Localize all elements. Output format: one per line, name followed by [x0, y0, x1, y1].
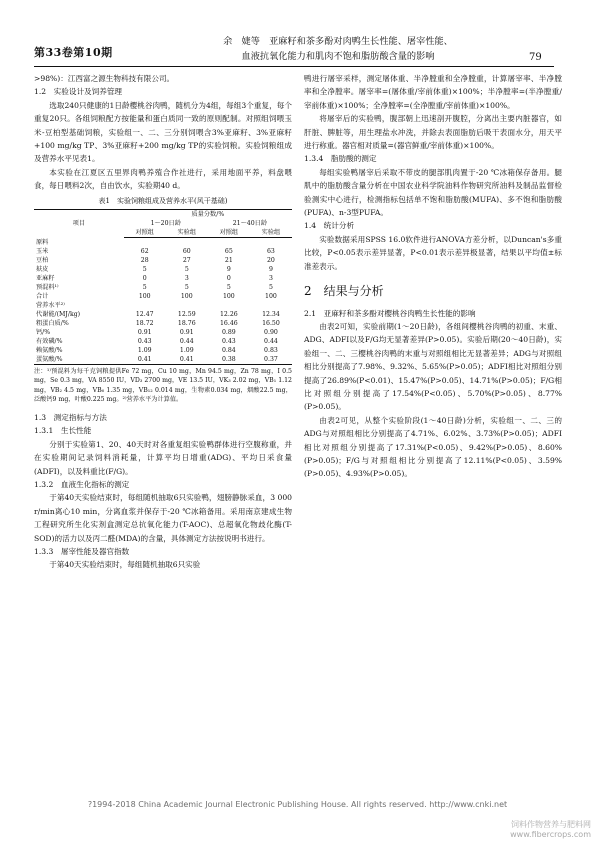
table-cell — [124, 238, 166, 247]
table-cell: 3 — [184, 274, 189, 282]
table-cell: 60 — [182, 247, 191, 255]
table-cell: 麸皮 — [36, 265, 49, 273]
table1-note: 注：¹⁾预混料为每千克饲粮提供Fe 72 mg，Cu 10 mg，Mn 94.5 mg，Zn 78 mg，I 0.5 mg，Se 0.3 mg，VA 8550 IU，VD₃ 2700 mg，VE 13.5 IU，VK₃ 2.02 mg，VB₁ 1.12 mg，VB₂ 4.5 mg，VB₆ 1.35 mg，VB₁₂ 0.014 mg，生物素0.034 mg，烟酸22.5 mg，泛酸钙9 mg，叶酸0.225 mg。²⁾营养水平为计算值。 — [34, 367, 292, 404]
table-row — [34, 310, 292, 319]
table-cell: 62 — [140, 247, 149, 255]
section-1-3-4-heading: 1.3.4 脂肪酸的测定 — [304, 154, 377, 164]
table-cell: 20 — [267, 256, 275, 264]
table-cell: 0.38 — [208, 355, 250, 365]
table-cell: 18.72 — [135, 319, 154, 327]
table-row — [34, 355, 292, 365]
table-cell: 有效磷/% — [36, 337, 63, 345]
table-row — [34, 283, 292, 292]
table-row — [34, 301, 292, 310]
table-cell: 粗蛋白质/% — [36, 319, 69, 327]
table-cell: 18.76 — [177, 319, 196, 327]
section-2-heading: 2 结果与分析 — [304, 284, 384, 299]
table-cell: 0.43 — [221, 337, 236, 345]
page-number: 79 — [529, 52, 542, 63]
table-cell — [208, 301, 250, 310]
table-cell: 预混料¹⁾ — [36, 283, 59, 291]
table-cell: 蛋氨酸/% — [34, 355, 124, 365]
table-cell: 5 — [226, 283, 231, 291]
table1-header-experiment: 实验组 — [166, 228, 208, 238]
header-rule — [34, 66, 554, 67]
table-cell: 100 — [265, 292, 277, 300]
table-cell — [166, 238, 208, 247]
table-cell: 100 — [222, 292, 235, 300]
table-cell: 豆柏 — [36, 256, 49, 264]
table-cell: 12.26 — [219, 310, 238, 318]
table1 — [34, 209, 292, 365]
table-cell: 9 — [268, 265, 273, 273]
section-1-3-3-heading: 1.3.3 屠宰性能及器官指数 — [34, 547, 130, 556]
journal-volume-issue: 第33卷第10期 — [34, 46, 113, 59]
table-cell: 21 — [224, 256, 233, 264]
table-cell: 12.47 — [135, 310, 154, 318]
table-cell: 赖氨酸/% — [36, 346, 63, 354]
table-cell: 营养水平²⁾ — [36, 301, 65, 309]
table-cell: 63 — [267, 247, 275, 255]
running-header-line1: 余 婕等 亚麻籽和茶多酚对肉鸭生长性能、屠宰性能、 — [223, 36, 453, 47]
table-cell: 1.09 — [137, 346, 152, 354]
section-1-4-para: 实验数据采用SPSS 16.0软件进行ANOVA方差分析，以Duncan's多重比较，P<0.05表示差异显著，P<0.01表示差异极显著，结果以平均值±标准差表示。 — [304, 234, 562, 271]
table-row — [34, 265, 292, 274]
section-1-3-3-para: 于第40天实验结束时，每组随机抽取6只实验 — [49, 560, 201, 570]
table-cell: 0.91 — [179, 328, 194, 336]
table-cell — [250, 238, 292, 247]
site-watermark: 饲料作物营养与肥料网 www.fibercrops.com — [510, 820, 591, 839]
section-1-3-heading: 1.3 测定指标与方法 — [34, 412, 107, 422]
section-1-2-heading: 1.2 实验设计及饲养管理 — [34, 87, 123, 97]
table-cell: 28 — [140, 256, 149, 264]
table-cell: 3 — [268, 274, 273, 282]
table-cell: 0.44 — [264, 337, 278, 345]
table-cell: 12.34 — [262, 310, 280, 318]
section-1-2-para-b: 本实验在江夏区五里界肉鸭养殖合作社进行，采用地面平养，料盘喂食，每日喂料2次，自由饮水，实验期40 d。 — [34, 167, 292, 191]
slaughter-para: 鸭进行屠宰采样，测定屠体重、半净膛重和全净膛重，计算屠宰率、半净膛率和全净膛率。屠宰率=(屠体重/宰前体重)×100%；半净膛率=(半净膛重/宰前体重)×100%；全净膛率=(全净膛重/宰前体重)×100%。 — [304, 74, 562, 110]
table1-title: 表1 实验饲粮组成及营养水平(风干基础) — [98, 196, 228, 205]
running-header-line2: 血液抗氧化能力和肌肉不饱和脂肪酸含量的影响 — [241, 51, 435, 62]
table-cell — [250, 301, 292, 310]
table-row — [34, 256, 292, 265]
table-cell: 0.90 — [264, 328, 278, 336]
table-row — [34, 319, 292, 328]
table-cell: 12.59 — [177, 310, 196, 318]
table-cell: 0.44 — [179, 337, 194, 345]
table-cell: 0.83 — [264, 346, 278, 354]
table-cell: 0.43 — [137, 337, 152, 345]
table-cell: 5 — [184, 265, 189, 273]
section-1-3-4-para: 每组实验鸭屠宰后采取不带皮的腿部肌肉置于-20 ℃冰箱保存备用。腿肌中的脂肪酸含量分析在中国农业科学院油料作物研究所油料及制品监督检验测实中心进行，检测指标包括单不饱和脂肪酸(MUFA)、多不饱和脂肪酸(PUFA)、n-3型PUFA。 — [304, 167, 562, 218]
table-cell: 0.89 — [221, 328, 236, 336]
table-cell: 1.09 — [179, 346, 194, 354]
table-row — [34, 346, 292, 355]
table-cell: 100 — [180, 292, 193, 300]
left-column — [34, 72, 292, 572]
table-row — [34, 274, 292, 283]
table1-header-item: 项目 — [34, 210, 124, 238]
table-cell: 合计 — [36, 292, 49, 300]
table-cell: 5 — [268, 283, 273, 291]
organ-index-para: 将屠宰后的实验鸭，腹部朝上迅速剖开腹腔，分离出主要内脏器官，如肝脏、脾脏等，用生理盐水冲洗，并除去表面脂肪后吸干表面水分，用天平进行称重。器官相对质量=(器官鲜重/宰前体重)×100%。 — [304, 114, 562, 151]
table-cell: 5 — [142, 265, 147, 273]
table1-body — [34, 238, 292, 365]
running-header — [188, 34, 488, 64]
table-cell: 0 — [226, 274, 231, 282]
section-2-1-para-b: 由表2可见，从整个实验阶段(1～40日龄)分析，实验组一、二、三的ADG与对照组相比分别提高了4.71%、6.02%、3.73%(P>0.05)；ADFI相比对照组分别提高了17.31%(P<0.05)、9.42%(P>0.05)、8.60%(P>0.05)；F/G与对照组相比分别提高了12.11%(P<0.05)、3.59%(P>0.05)、4.93%(P>0.05)。 — [304, 415, 562, 479]
table1-header-content: 质量分数/% — [124, 210, 292, 220]
section-1-3-2-para: 于第40天实验结束时，每组随机抽取6只实验鸭，翅膀静脉采血，3 000 r/min离心10 min，分离血浆并保存于-20 ℃冰箱备用。采用南京建成生物工程研究所生化实剂盒测定总抗氧化能力(T-AOC)、总超氧化物歧化酶(T-SOD)的活力以及丙二醛(MDA)的含量，具体测定方法按说明书进行。 — [34, 493, 292, 543]
section-1-3-2-heading: 1.3.2 血液生化指标的测定 — [34, 479, 130, 489]
table1-header-control: 对照组 — [124, 228, 166, 238]
table-cell: 5 — [184, 283, 189, 291]
table1-header-control: 对照组 — [208, 228, 250, 238]
table-cell: 原料 — [36, 238, 49, 246]
table-row — [34, 247, 292, 256]
table-cell: 钙/% — [36, 328, 51, 336]
table-row — [34, 337, 292, 346]
materials-intro: >98%)：江西富之源生物科技有限公司。 — [34, 74, 175, 83]
table-cell: 亚麻籽 — [36, 274, 55, 282]
table-cell: 9 — [226, 265, 231, 273]
table-row — [34, 292, 292, 301]
table-cell: 0.37 — [250, 355, 292, 365]
section-1-3-1-para: 分别于实验第1、20、40天时对各重复组实验鸭群体进行空腹称重，并在实验期间记录饲料消耗量，计算平均日增重(ADG)、平均日采食量(ADFI)，以及料重比(F/G)。 — [34, 439, 292, 476]
table-row — [34, 328, 292, 337]
table-cell — [208, 238, 250, 247]
table-cell: 0 — [142, 274, 147, 282]
table-cell: 100 — [138, 292, 151, 300]
section-1-2-para-a: 选取240只健康的1日龄樱桃谷肉鸭，随机分为4组，每组3个重复，每个重复20只。各组饲粮配方按能量和蛋白质同一致的原则配制。对照组饲喂玉米-豆柏型基础饲粮，实验组一、二、三分别饲喂含3%亚麻籽、3%亚麻籽+100 mg/kg TP、3%亚麻籽+200 mg/kg TP的实验饲粮。实验饲粮组成及营养水平见表1。 — [34, 100, 292, 164]
table-cell: 65 — [224, 247, 233, 255]
table-cell: 27 — [182, 256, 191, 264]
table-cell — [166, 301, 208, 310]
table-cell: 代谢能/(MJ/kg) — [36, 310, 81, 318]
table-cell — [124, 301, 166, 310]
table-row — [34, 238, 292, 247]
right-column — [304, 72, 562, 481]
table-cell: 16.50 — [262, 319, 280, 327]
table-cell: 0.41 — [166, 355, 208, 365]
section-2-1-heading: 2.1 亚麻籽和茶多酚对樱桃谷肉鸭生长性能的影响 — [304, 308, 476, 318]
section-2-1-para-a: 由表2可知，实验前期(1～20日龄)，各组间樱桃谷肉鸭的初重、末重、ADG、ADFI以及F/G均无显著差异(P>0.05)。实验后期(20～40日龄)，实验组一、二、三樱桃谷肉鸭的末重与对照组相比无显著差异；ADG与对照组相比分别提高了7.98%、9.32%、5.65%(P>0.05)；ADFI相比对照组分别提高了26.89%(P<0.01)、15.47%(P>0.05)、14.71%(P>0.05)；F/G相比对照组分别提高了17.54%(P<0.05)、5.70%(P>0.05)、8.77%(P>0.05)。 — [304, 321, 562, 412]
table-cell: 玉米 — [36, 247, 49, 255]
section-1-3-1-heading: 1.3.1 生长性能 — [34, 426, 92, 436]
table1-header-period1: 1～20日龄 — [150, 220, 181, 228]
table-cell: 0.91 — [137, 328, 152, 336]
section-1-4-heading: 1.4 统计分析 — [304, 221, 355, 231]
table-cell: 0.41 — [124, 355, 166, 365]
table-cell: 5 — [142, 283, 147, 291]
table1-header-experiment: 实验组 — [250, 228, 292, 238]
table-cell: 0.84 — [221, 346, 236, 354]
table-cell: 16.46 — [219, 319, 238, 327]
copyright-footer: ?1994-2018 China Academic Journal Electronic Publishing House. All rights reserved. http://www.cnki.net — [87, 800, 508, 809]
table1-header-period2: 21～40日龄 — [232, 220, 268, 228]
